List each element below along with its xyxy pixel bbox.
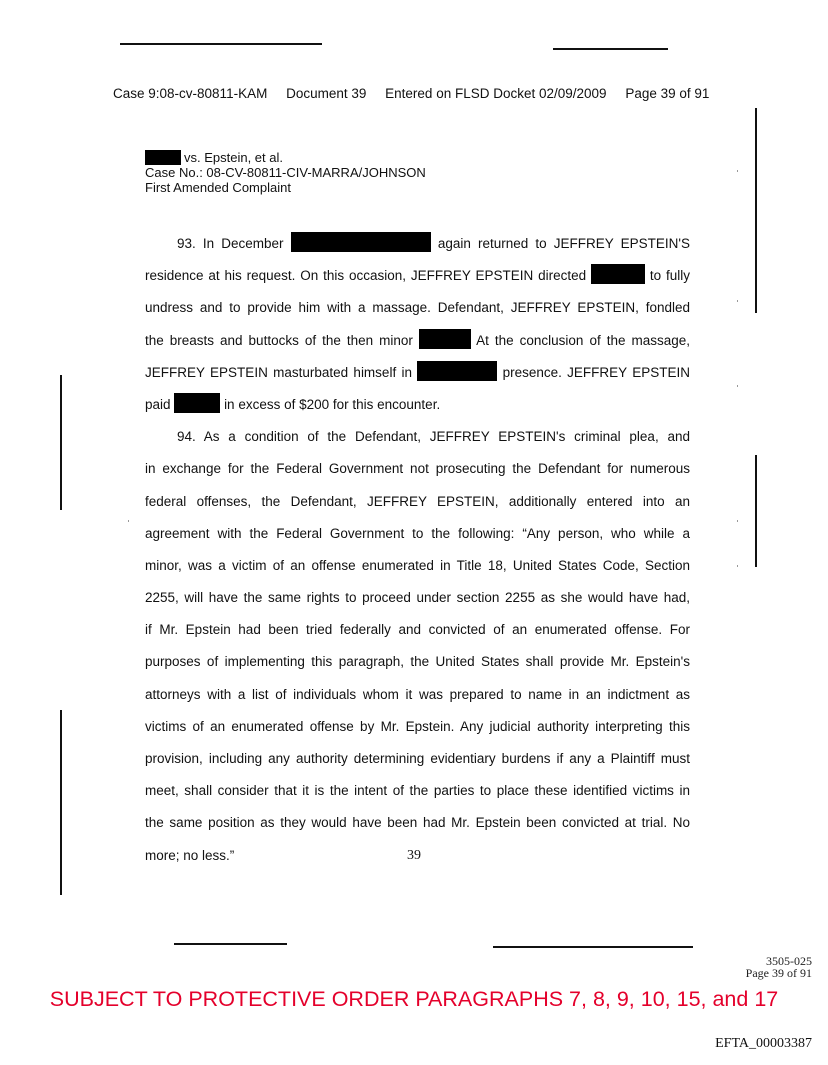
efta-number: EFTA_00003387 [715, 1036, 812, 1051]
text-line: 94. As a condition of the Defendant, JEFFREY EPSTEIN's criminal plea, and [177, 429, 690, 445]
bottom-left-rule [174, 943, 287, 945]
right-margin-bar-1 [755, 108, 757, 313]
redaction [419, 329, 471, 349]
caption-case-no: Case No.: 08-CV-80811-CIV-MARRA/JOHNSON [145, 165, 426, 180]
redaction [174, 393, 220, 413]
text-line: meet, shall consider that it is the intent of the parties to place these identified victims in [145, 783, 690, 799]
left-margin-bar-2 [60, 710, 62, 895]
text-line: purposes of implementing this paragraph, the United States shall provide Mr. Epstein's [145, 654, 690, 670]
protective-order-banner: SUBJECT TO PROTECTIVE ORDER PARAGRAPHS 7, 8, 9, 10, 15, and 17 [49, 987, 779, 1011]
text-line: if Mr. Epstein had been tried federally and convicted of an enumerated offense. For [145, 622, 690, 638]
text-line: in exchange for the Federal Government not prosecuting the Defendant for numerous [145, 461, 690, 477]
scan-speck [737, 170, 738, 172]
text-line: victims of an enumerated offense by Mr. Epstein. Any judicial authority interpreting this [145, 718, 690, 734]
text-line: residence at his request. On this occasion, JEFFREY EPSTEIN directed to fully [145, 260, 690, 292]
document-body [145, 228, 690, 872]
scan-speck [737, 565, 738, 567]
right-margin-bar-2 [755, 455, 757, 567]
text-line: provision, including any authority determining evidentiary burdens if any a Plaintiff must [145, 751, 690, 766]
scan-speck [128, 520, 129, 522]
bottom-right-rule [493, 946, 693, 948]
text-line: federal offenses, the Defendant, JEFFREY EPSTEIN, additionally entered into an [145, 493, 690, 509]
redaction [591, 264, 645, 284]
text-line: attorneys with a list of individuals whom it was prepared to name in an indictment as [145, 686, 690, 702]
stamp-page: Page 39 of 91 [745, 966, 812, 980]
bates-stamp [746, 955, 812, 979]
text-line: the breasts and buttocks of the then minor At the conclusion of the massage, [145, 325, 690, 357]
text-line: 2255, will have the same rights to proceed under section 2255 as she would have had, [145, 590, 690, 606]
case-caption [145, 150, 426, 195]
text-line: undress and to provide him with a massage. Defendant, JEFFREY EPSTEIN, fondled [145, 300, 690, 316]
caption-title: First Amended Complaint [145, 180, 291, 195]
header-page: Page 39 of 91 [625, 86, 710, 101]
top-left-rule [120, 43, 322, 45]
top-right-rule [553, 48, 668, 50]
text-line: agreement with the Federal Government to the following: “Any person, who while a [145, 525, 690, 541]
redaction [417, 361, 497, 381]
caption-parties: vs. Epstein, et al. [184, 150, 283, 165]
text-line: paid in excess of $200 for this encounter. [145, 389, 690, 421]
text-line: the same position as they would have been had Mr. Epstein been convicted at trial. No [145, 815, 690, 831]
left-margin-bar-1 [60, 375, 62, 510]
document-number: Document 39 [286, 86, 367, 101]
stamp-code: 3505-025 [766, 954, 812, 968]
page-number: 39 [407, 848, 421, 863]
case-header [113, 86, 724, 101]
scan-speck [737, 300, 738, 302]
text-line: minor, was a victim of an offense enumerated in Title 18, United States Code, Section [145, 557, 690, 573]
docket-entry: Entered on FLSD Docket 02/09/2009 [385, 86, 607, 101]
scan-speck [737, 385, 738, 387]
text-line: JEFFREY EPSTEIN masturbated himself in presence. JEFFREY EPSTEIN [145, 357, 690, 389]
text-line: more; no less.” [145, 847, 235, 863]
paragraph-94 [145, 421, 690, 872]
paragraph-93 [145, 228, 690, 421]
text-line: 93. In December again returned to JEFFREY EPSTEIN'S [145, 228, 690, 260]
scan-speck [737, 520, 738, 522]
case-number: Case 9:08-cv-80811-KAM [113, 86, 268, 101]
redaction [291, 232, 431, 252]
